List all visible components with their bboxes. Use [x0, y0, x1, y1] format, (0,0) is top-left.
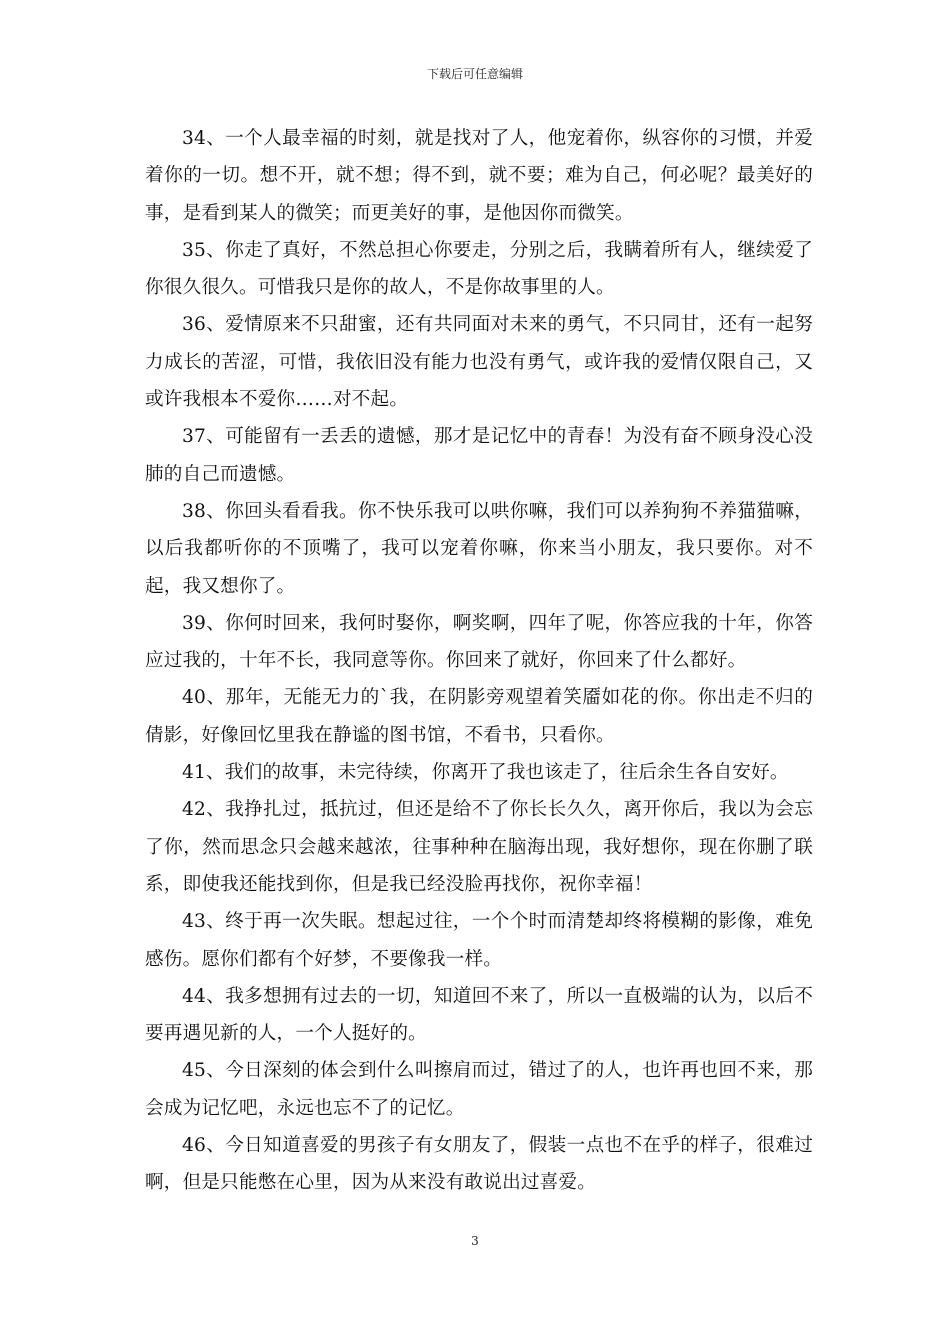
paragraph-45: 45、今日深刻的体会到什么叫擦肩而过，错过了的人，也许再也回不来，那会成为记忆吧，永远也忘不了的记忆。	[145, 1060, 813, 1119]
document-body	[145, 120, 813, 1202]
paragraph-36: 36、爱情原来不只甜蜜，还有共同面对未来的勇气，不只同甘，还有一起努力成长的苦涩，可惜，我依旧没有能力也没有勇气，或许我的爱情仅限自己，又或许我根本不爱你……对不起。	[145, 314, 813, 411]
paragraph-35: 35、你走了真好，不然总担心你要走，分别之后，我瞒着所有人，继续爱了你很久很久。可惜我只是你的故人，不是你故事里的人。	[145, 239, 813, 299]
paragraph-41: 41、我们的故事，未完待续，你离开了我也该走了，往后余生各自安好。	[182, 762, 789, 784]
paragraph-46: 46、今日知道喜爱的男孩子有女朋友了，假装一点也不在乎的样子，很难过啊，但是只能憋在心里，因为从来没有敢说出过喜爱。	[145, 1135, 813, 1194]
page-header: 下载后可任意编辑	[426, 67, 523, 81]
paragraph-37: 37、可能留有一丢丢的遗憾，那才是记忆中的青春！为没有奋不顾身没心没肺的自己而遗憾。	[145, 426, 813, 485]
paragraph-42: 42、我挣扎过，抵抗过，但还是给不了你长长久久，离开你后，我以为会忘了你，然而思念只会越来越浓，往事种种在脑海出现，我好想你，现在你删了联系，即使我还能找到你，但是我已经没脸再找你，祝你幸福！	[145, 799, 813, 895]
paragraph-43: 43、终于再一次失眠。想起过往，一个个时而清楚却终将模糊的影像，难免感伤。愿你们都有个好梦，不要像我一样。	[145, 911, 813, 970]
paragraph-39: 39、你何时回来，我何时娶你，啊奖啊，四年了呢，你答应我的十年，你答应过我的，十年不长，我同意等你。你回来了就好，你回来了什么都好。	[145, 612, 813, 672]
paragraph-44: 44、我多想拥有过去的一切，知道回不来了，所以一直极端的认为，以后不要再遇见新的人，一个人挺好的。	[145, 985, 813, 1045]
paragraph-34: 34、一个人最幸福的时刻，就是找对了人，他宠着你，纵容你的习惯，并爱着你的一切。想不开，就不想；得不到，就不要；难为自己，何必呢？最美好的事，是看到某人的微笑；而更美好的事，是他因你而微笑。	[145, 128, 813, 224]
paragraph-38: 38、你回头看看我。你不快乐我可以哄你嘛，我们可以养狗狗不养猫猫嘛，以后我都听你的不顶嘴了，我可以宠着你嘛，你来当小朋友，我只要你。对不起，我又想你了。	[145, 500, 813, 597]
paragraph-40: 40、那年，无能无力的`我，在阴影旁观望着笑靥如花的你。你出走不归的倩影，好像回忆里我在静谧的图书馆，不看书，只看你。	[145, 687, 813, 746]
page-number: 3	[471, 1234, 479, 1248]
